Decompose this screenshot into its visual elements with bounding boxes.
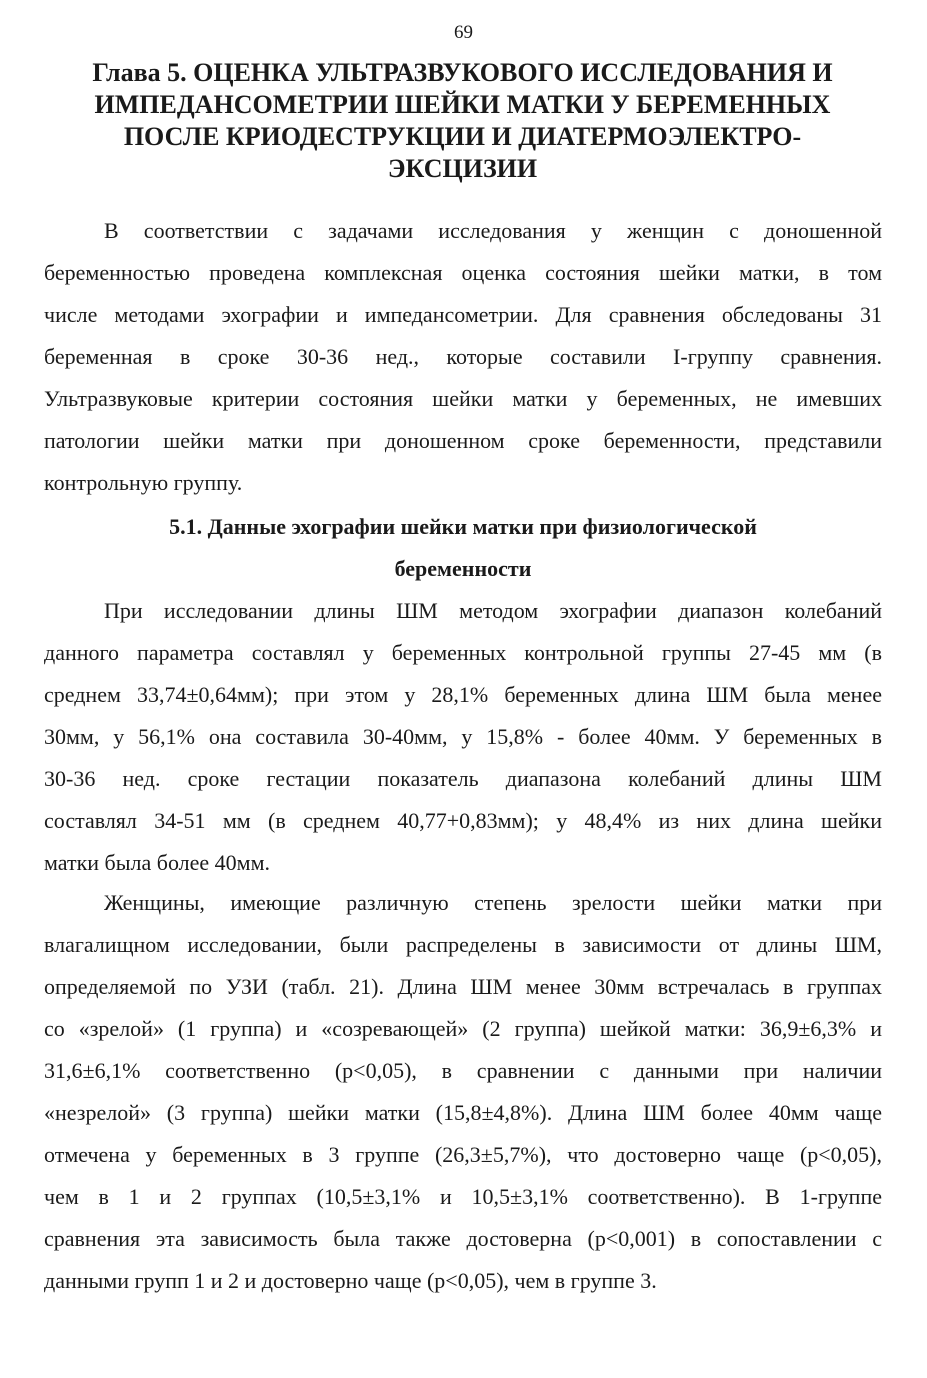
- paragraph-maturity-groups: [44, 882, 882, 1302]
- section-heading-line: беременности: [394, 556, 532, 581]
- paragraph-line: патологии шейки матки при доношенном сроке беременности, представили: [44, 428, 882, 453]
- paragraph-line: 30-36 нед. сроке гестации показатель диапазона колебаний длины ШМ: [44, 766, 882, 791]
- section-heading-line: 5.1. Данные эхографии шейки матки при физиологической: [169, 514, 757, 539]
- paragraph-line: отмечена у беременных в 3 группе (26,3±5,7%), что достоверно чаще (p<0,05),: [44, 1142, 882, 1167]
- paragraph-line: со «зрелой» (1 группа) и «созревающей» (2 группа) шейкой матки: 36,9±6,3% и: [44, 1016, 882, 1041]
- paragraph-line: В соответствии с задачами исследования у женщин с доношенной: [104, 218, 882, 243]
- paragraph-line: составлял 34-51 мм (в среднем 40,77+0,83мм); у 48,4% из них длина шейки: [44, 808, 882, 833]
- paragraph-line: беременная в сроке 30-36 нед., которые составили I-группу сравнения.: [44, 344, 882, 369]
- paragraph-line: данного параметра составлял у беременных контрольной группы 27-45 мм (в: [44, 640, 882, 665]
- paragraph-line: контрольную группу.: [44, 470, 243, 495]
- paragraph-cervix-length: [44, 590, 882, 884]
- paragraph-line: сравнения эта зависимость была также достоверна (p<0,001) в сопоставлении с: [44, 1226, 882, 1251]
- chapter-title-line: ИМПЕДАНСОМЕТРИИ ШЕЙКИ МАТКИ У БЕРЕМЕННЫХ: [94, 90, 831, 119]
- chapter-title: [40, 57, 885, 185]
- paragraph-line: 31,6±6,1% соответственно (p<0,05), в сравнении с данными при наличии: [44, 1058, 882, 1083]
- chapter-title-line: ЭКСЦИЗИИ: [387, 154, 538, 183]
- paragraph-line: определяемой по УЗИ (табл. 21). Длина ШМ менее 30мм встречалась в группах: [44, 974, 882, 999]
- section-heading: [44, 506, 882, 590]
- paragraph-line: данными групп 1 и 2 и достоверно чаще (p<0,05), чем в группе 3.: [44, 1268, 657, 1293]
- paragraph-line: среднем 33,74±0,64мм); при этом у 28,1% беременных длина ШМ была менее: [44, 682, 882, 707]
- page-number: 69: [454, 22, 473, 43]
- paragraph-line: «незрелой» (3 группа) шейки матки (15,8±4,8%). Длина ШМ более 40мм чаще: [44, 1100, 882, 1125]
- paragraph-line: числе методами эхографии и импедансометрии. Для сравнения обследованы 31: [44, 302, 882, 327]
- paragraph-line: чем в 1 и 2 группах (10,5±3,1% и 10,5±3,1% соответственно). В 1-группе: [44, 1184, 882, 1209]
- paragraph-intro: [44, 210, 882, 504]
- paragraph-line: Ультразвуковые критерии состояния шейки матки у беременных, не имевших: [44, 386, 882, 411]
- paragraph-line: 30мм, у 56,1% она составила 30-40мм, у 15,8% - более 40мм. У беременных в: [44, 724, 882, 749]
- paragraph-line: При исследовании длины ШМ методом эхографии диапазон колебаний: [104, 598, 882, 623]
- paragraph-line: матки была более 40мм.: [44, 850, 271, 875]
- paragraph-line: беременностью проведена комплексная оценка состояния шейки матки, в том: [44, 260, 882, 285]
- paragraph-line: влагалищном исследовании, были распределены в зависимости от длины ШМ,: [44, 932, 882, 957]
- paragraph-line: Женщины, имеющие различную степень зрелости шейки матки при: [104, 890, 882, 915]
- chapter-title-line: Глава 5. ОЦЕНКА УЛЬТРАЗВУКОВОГО ИССЛЕДОВАНИЯ И: [92, 58, 833, 87]
- chapter-title-line: ПОСЛЕ КРИОДЕСТРУКЦИИ И ДИАТЕРМОЭЛЕКТРО-: [123, 122, 802, 151]
